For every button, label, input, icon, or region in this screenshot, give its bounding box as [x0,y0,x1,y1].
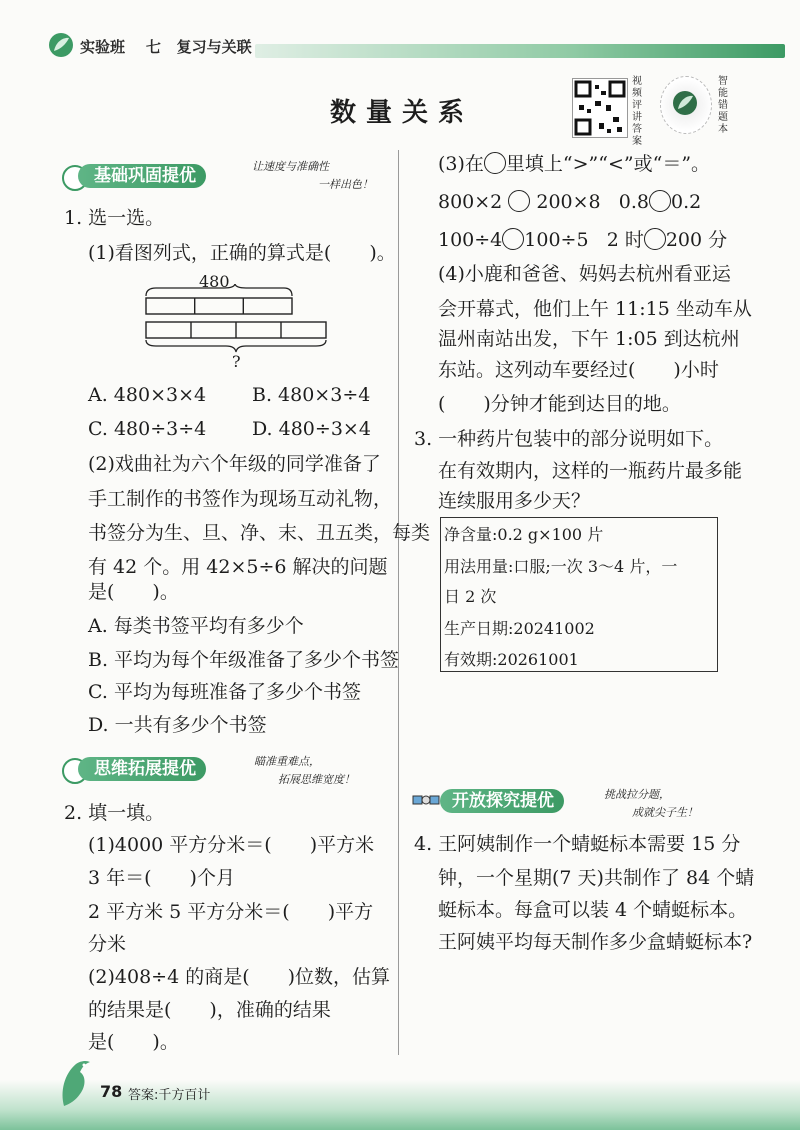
q1-part2-line: (2)戏曲社为六个年级的同学准备了 [88,453,381,475]
q4-line: 蜓标本。每盒可以装 4 个蜻蜓标本。 [438,899,748,921]
qr-label-video: 视频评讲答案 [632,76,642,147]
q1-title: 1. 选一选。 [64,207,165,229]
q2-line: (1)4000 平方分米＝( )平方米 [88,834,375,856]
q4-line: 钟，一个星期(7 天)共制作了 84 个蜻 [438,867,755,889]
q1-part2-line: 有 42 个。用 42×5÷6 解决的问题 [88,556,388,578]
medicine-info-line: 用法用量:口服;一次 3～4 片，一 [444,557,678,576]
page-title: 数量关系 [330,98,475,128]
answer-circle[interactable] [644,228,666,250]
answer-circle[interactable] [649,190,671,212]
q1-option-d: D. 480÷3×4 [252,418,371,440]
page-number: 78 [100,1082,123,1101]
q3-line: 在有效期内，这样的一瓶药片最多能 [438,460,743,482]
q4-line: 王阿姨平均每天制作多少盒蜻蜓标本? [438,931,753,953]
dolphin-icon [56,1056,94,1108]
medicine-info-line: 日 2 次 [444,587,497,606]
answer-circle[interactable] [502,228,524,250]
q1-option-b: B. 480×3÷4 [252,384,371,406]
section-basic-tag2: 一样出色！ [318,178,373,191]
q2-line: 是( )。 [88,1031,179,1053]
q1-part2-line: 是( )。 [88,581,179,603]
header-series: 实验班 [80,38,126,56]
q1-option-c: C. 480÷3÷4 [88,418,207,440]
header-rule [255,44,785,58]
q2-line: 2 平方米 5 平方分米＝( )平方 [88,901,374,923]
compare-row-1: 800×2 200×8 0.8 0.2 [438,191,702,213]
section-basic-title: 基础巩固提优 [78,164,206,188]
p3-instruction: (3)在 里填上“>”“<”或“＝”。 [438,153,711,175]
line-segment-diagram [144,284,328,354]
q1-part2-option: D. 一共有多少个书签 [88,714,267,736]
medicine-info-line: 净含量:0.2 g×100 片 [444,525,604,544]
section-explore-tag2: 成就尖子生！ [632,806,698,819]
qr-code-icon[interactable] [572,78,628,138]
medicine-info-line: 生产日期:20241002 [444,619,595,638]
q1-part2-option: C. 平均为每班准备了多少个书签 [88,681,361,703]
header-unit: 七 [145,38,161,56]
header-title [80,36,252,57]
leaf-badge-icon [672,90,698,116]
p4-line: ( )分钟才能到达目的地。 [438,393,681,415]
q1-part2-option: A. 每类书签平均有多少个 [88,615,304,637]
section-thinking-title: 思维拓展提优 [78,757,206,781]
q2-line: (2)408÷4 的商是( )位数，估算 [88,966,391,988]
q3-line: 3. 一种药片包装中的部分说明如下。 [414,428,724,450]
section-explore-tag1: 挑战拉分题， [604,788,670,801]
q1-part2-line: 手工制作的书签作为现场互动礼物， [88,488,393,510]
p4-line: 东站。这列动车要经过( )小时 [438,359,719,381]
diagram-top-label: 480 [199,272,230,291]
q2-line: 的结果是( )，准确的结果 [88,999,331,1021]
p4-line: 会开幕式，他们上午 11:15 坐动车从 [438,298,752,320]
answer-hint: 答案:千方百计 [128,1088,211,1103]
medicine-info-line: 有效期:20261001 [444,650,579,669]
q2-line: 3 年＝( )个月 [88,867,235,889]
header-section: 复习与关联 [176,38,252,56]
section-explore-title: 开放探究提优 [440,789,564,813]
section-thinking-tag2: 拓展思维宽度！ [278,773,355,786]
q1-option-a: A. 480×3×4 [88,384,207,406]
answer-circle[interactable] [508,190,530,212]
answer-circle[interactable] [484,152,506,174]
qr-label-wrongbook: 智能错题本 [718,76,728,135]
p4-line: (4)小鹿和爸爸、妈妈去杭州看亚运 [438,263,731,285]
q3-line: 连续服用多少天？ [438,490,591,512]
section-thinking-tag1: 瞄准重难点， [254,755,320,768]
q1-part1: (1)看图列式，正确的算式是( )。 [88,242,396,264]
compare-row-2: 100÷4 100÷5 2 时 200 分 [438,229,728,251]
satellite-icon [412,788,440,812]
q4-line: 4. 王阿姨制作一个蜻蜓标本需要 15 分 [414,833,741,855]
leaf-logo-icon [48,32,74,58]
q1-part2-option: B. 平均为每个年级准备了多少个书签 [88,649,400,671]
section-basic-tag1: 让速度与准确性 [252,160,329,173]
q2-title: 2. 填一填。 [64,802,165,824]
q2-line: 分米 [88,933,127,955]
column-divider [398,150,399,1055]
p4-line: 温州南站出发，下午 1:05 到达杭州 [438,328,740,350]
diagram-bottom-label: ? [232,352,241,371]
q1-part2-line: 书签分为生、旦、净、末、丑五类，每类 [88,522,431,544]
